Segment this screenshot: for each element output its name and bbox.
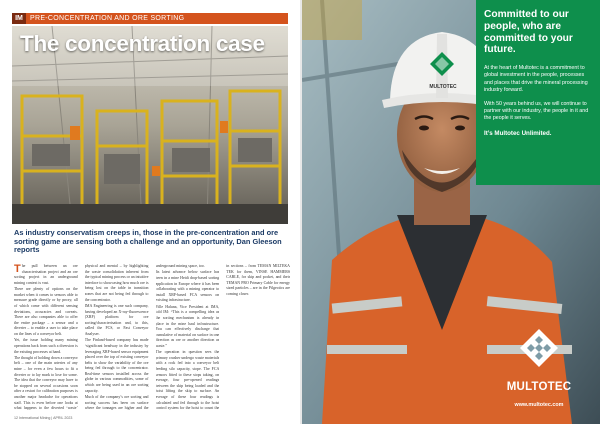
body-paragraph: Much of the company’s ore sorting and sorting success has been on surface where the tonnages are higher and the [84,395,149,411]
hero-photo [12,26,288,224]
body-paragraph: physical and mental – by highlighting the waste consolidation inherent from the typical mining process or an intuitive interface to showcasing how much ore is being lost on the table in transition zones that are not being fed through to the concentrator. [84,264,149,302]
body-paragraph: There are plenty of options on the market when it comes to sensors able to measure grade directly or by proxy; all of which come with different sensing deviations, accuracies and caveats. There are also companies able to offer the entire package – a sensor and a diverter – to enable a user to take place on the lines of a conveyor belt. [14,287,78,336]
body-column-2 [85,264,149,412]
article-standfirst: As industry conservatism creeps in, those in the pre-concentration and ore sorting game are sensing both a challenge and an opportunity, Dan Gleeson reports [14,228,282,255]
body-paragraph: underground mining space, too. [155,264,205,268]
body-paragraph: The thought of holding down a conveyor belt – one of the main arteries of any mine – for even a few hours to fit a diverter or to lay mark to lose for some. The idea that the conveyor may have to be stopped on several occasions soon after a restart for calibration purposes is another major headache for operations staff. This is even before one looks at what happens to the diverted ‘waste’ [14,355,78,411]
body-paragraph: The Finland-based company has made ‘significant headway in the industry by leveraging XRF-based sensor equipment placed over the top of existing conveyor belts to show the variability of the ore being fed through to the concentrator. Real-time sensors installed across the globe in various commodities, some of which are being used in an ore sorting capacity. [84,338,149,393]
section-header-bar [12,13,288,24]
ad-tagline: It’s Multotec Unlimited. [484,129,552,137]
body-column-4 [226,264,290,412]
body-column-3 [156,264,220,412]
right-page-advert [302,0,600,424]
section-tag: IM [12,13,26,24]
section-title: PRE-CONCENTRATION AND ORE SORTING [30,15,185,22]
ad-body-2: With 50 years behind us, we will continue to partner with our industry, the people in it and the people it serves. [484,101,589,122]
body-paragraph: Yet, the issue holding many mining operations back from such a diversion is the existing processes at hand. [14,338,78,354]
helmet-brand-text: MULTOTEC [429,84,457,90]
article-body [14,264,290,412]
body-column-1 [14,264,78,412]
ad-body-1: At the heart of Multotec is a commitment to global investment in the people, processes and places that drive the mineral processing industry forward. [484,65,588,93]
ad-message-box [476,0,600,185]
multotec-logo-icon [519,328,559,368]
ad-headline: Committed to our people, who are committed to your future. [484,9,573,56]
body-paragraph: in sections – from TEMAN MILTEKA TEK for them, VINSE HAMMERS CABLE, for skip and pocket, and their TEMAN PRO Primary Cable for energy sized particles – are in the Pilgeotics are coming closer. [226,264,290,296]
body-paragraph: IMA Engineering is one such company, having developed an X-ray-fluorescence (XRF) platform for ore sorting/characterisation and, to this, called the FCS, or Fast Conveyor Analyser. [84,303,149,336]
body-paragraph: The pull between an ore characterisation project and an ore sorting project in an underground mining context is vast. [14,264,78,285]
drop-cap: T [14,264,21,275]
body-paragraph: The operation in question sees the primary crusher undergo waste materials with a rock fed into a conveyor belt feeding silo capacity, stope. The FCA sensors fitted to these stops taking, on average, four pre-opened readings between the skip being loaded and the hoist lifting the skip to surface. An average of these four readings is calculated and fed through to the hoist control system for the hoist to count the [155,350,220,411]
multotec-url[interactable]: www.multotec.com [514,402,564,408]
body-paragraph: Ville Haluna, Vice President at IMA, told IM: “This is a compelling idea as the sorting mechanism is already in place in the mine haul infrastructure. You can effectively discharge that cumulative of material on surface in one direction as ore or another direction as waste.” [155,304,220,348]
article-title: The concentration case [20,31,265,56]
multotec-brand-name: MULTOTEC [506,381,572,393]
body-paragraph: Its latest advance below surface has been in a mine Heidi drop-based sorting application in Europe where it has been collaborating with a mining operator to install XRF-based FCA sensors on existing infrastructure. [155,270,220,303]
page-footer: 12 International Mining | APRIL 2023 [14,416,73,420]
